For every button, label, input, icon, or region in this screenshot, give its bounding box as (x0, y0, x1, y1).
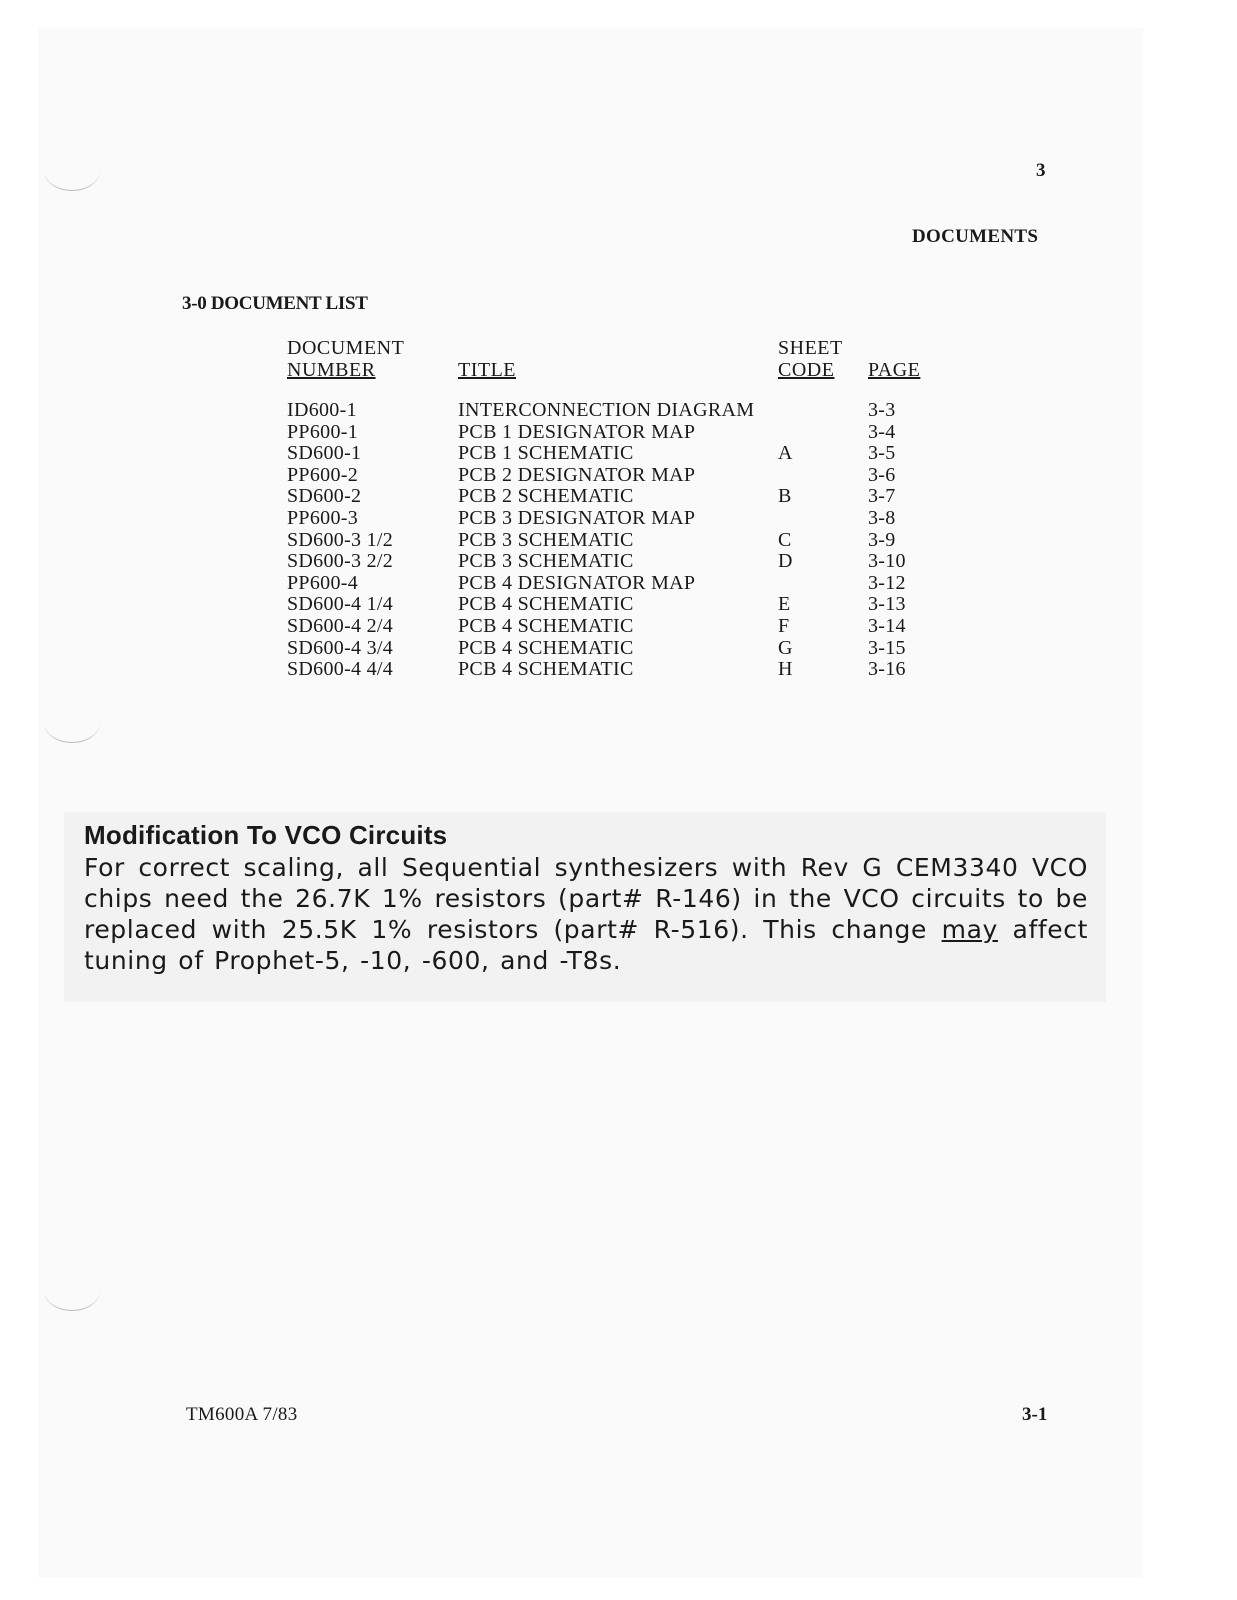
doc-title: PCB 2 SCHEMATIC (458, 485, 634, 508)
document-table (0, 400, 1237, 681)
doc-number: ID600-1 (287, 399, 357, 421)
table-row (0, 422, 1237, 444)
doc-title: PCB 4 SCHEMATIC (458, 593, 634, 616)
page-sheet (38, 28, 1143, 1578)
table-row (0, 551, 1237, 573)
table-row (0, 508, 1237, 530)
sheet-code: C (778, 528, 792, 551)
page-ref: 3-5 (868, 442, 896, 465)
doc-title: PCB 4 SCHEMATIC (458, 636, 634, 659)
doc-title: PCB 3 SCHEMATIC (458, 528, 634, 551)
doc-number: SD600-1 (287, 442, 362, 465)
doc-number: PP600-1 (287, 420, 359, 443)
table-row (0, 659, 1237, 681)
doc-title: PCB 1 DESIGNATOR MAP (458, 420, 696, 443)
section-title: DOCUMENTS (912, 226, 1039, 247)
page-ref: 3-4 (868, 420, 896, 443)
punch-hole-bottom (44, 1270, 100, 1311)
header-number: DOCUMENT NUMBER (287, 337, 405, 381)
doc-title: PCB 1 SCHEMATIC (458, 442, 634, 465)
doc-number: SD600-3 2/2 (287, 550, 394, 573)
doc-number: PP600-3 (287, 506, 359, 529)
sheet-code: F (778, 614, 790, 637)
list-heading: 3-0 DOCUMENT LIST (182, 293, 368, 314)
table-row (0, 616, 1237, 638)
page-ref: 3-7 (868, 485, 896, 508)
page-ref: 3-14 (868, 614, 906, 637)
sheet-code: G (778, 636, 793, 659)
table-row (0, 530, 1237, 552)
doc-title: PCB 3 SCHEMATIC (458, 550, 634, 573)
sheet-code: A (778, 442, 793, 465)
sheet-code: E (778, 593, 791, 616)
table-row (0, 443, 1237, 465)
sheet-code: D (778, 550, 793, 573)
header-title: TITLE (458, 359, 517, 381)
doc-number: PP600-2 (287, 463, 359, 486)
table-row (0, 486, 1237, 508)
doc-number: SD600-4 3/4 (287, 636, 394, 659)
doc-number: SD600-4 1/4 (287, 593, 394, 616)
footer-page-number: 3-1 (1022, 1404, 1048, 1425)
page-ref: 3-15 (868, 636, 906, 659)
doc-number: SD600-3 1/2 (287, 528, 394, 551)
doc-number: PP600-4 (287, 571, 359, 594)
header-page: PAGE (868, 359, 921, 381)
doc-title: PCB 4 SCHEMATIC (458, 658, 634, 681)
footer-doc-id: TM600A 7/83 (186, 1404, 298, 1425)
table-row (0, 638, 1237, 660)
doc-number: SD600-4 4/4 (287, 658, 394, 681)
table-row (0, 465, 1237, 487)
notice-body: For correct scaling, all Sequential synthesizers with Rev G CEM3340 VCO chips need the 26.7K 1% resistors (part# R-146) in the VCO circuits to be replaced with 25.5K 1% resistors (part# R-516). This change may affect tuning of Prophet-5, -10, -600, and -T8s. (84, 853, 1089, 975)
doc-number: SD600-4 2/4 (287, 614, 394, 637)
page-ref: 3-3 (868, 399, 896, 421)
notice-title: Modification To VCO Circuits (84, 820, 448, 850)
sheet-code: H (778, 658, 793, 681)
punch-hole-middle (44, 702, 100, 743)
doc-title: INTERCONNECTION DIAGRAM (458, 399, 755, 421)
punch-hole-top (44, 150, 100, 191)
page-ref: 3-16 (868, 658, 906, 681)
header-code: SHEET CODE (778, 337, 843, 381)
page-ref: 3-13 (868, 593, 906, 616)
table-row (0, 573, 1237, 595)
page-ref: 3-8 (868, 506, 896, 529)
doc-title: PCB 4 DESIGNATOR MAP (458, 571, 696, 594)
page-ref: 3-6 (868, 463, 896, 486)
doc-number: SD600-2 (287, 485, 362, 508)
sheet-code: B (778, 485, 792, 508)
doc-title: PCB 3 DESIGNATOR MAP (458, 506, 696, 529)
table-row (0, 594, 1237, 616)
page-ref: 3-12 (868, 571, 906, 594)
page-ref: 3-9 (868, 528, 896, 551)
doc-title: PCB 2 DESIGNATOR MAP (458, 463, 696, 486)
table-row (0, 400, 1237, 422)
doc-title: PCB 4 SCHEMATIC (458, 614, 634, 637)
page-ref: 3-10 (868, 550, 906, 573)
chapter-number: 3 (1036, 160, 1046, 181)
